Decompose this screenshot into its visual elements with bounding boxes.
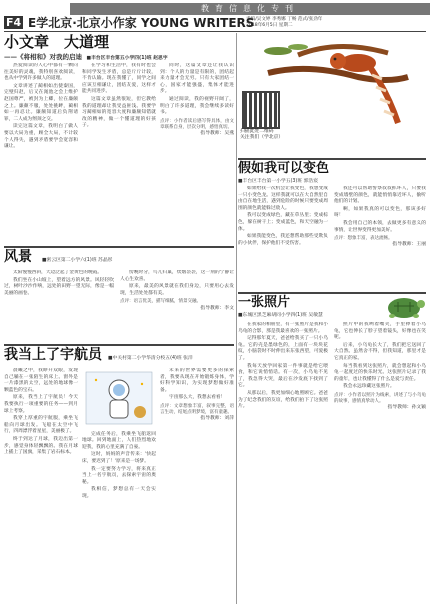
- paragraph: 我一定要努力学习，将来真正当上一名宇航员，去探索宇宙的奥秘。: [82, 466, 156, 485]
- article-column: [4, 270, 114, 342]
- article-byline: ■丰台区丰台第五小学四(1)班 赵思宇: [86, 56, 168, 61]
- article-note: 点评：文章想象丰富，叙事完整，语言生动，结尾点明梦境，富有童趣。: [160, 403, 234, 416]
- paragraph: 如果给我一次机会让我变色，我想变成一只小变色龙。这样我就可以在大自然里自由自在地生活，遇到危险的时候只要变成周围的颜色就能躲过敌人。: [238, 186, 328, 211]
- article-heading: 我当上了宇航员: [4, 347, 102, 363]
- paragraph: 我会用自己的本领，去做更多有意义的事情，让世界变得更加美好。: [334, 220, 426, 233]
- masthead-meta: [246, 17, 430, 29]
- article-note: 点评：小作者读后感写得具体，由文章联系自身，层次分明，感悟真切。: [160, 118, 234, 130]
- paragraph: 读完这篇文章，我明白了做人要以大局为重，顾全大局，不计较个人得失，遇到矛盾要学会宽容和谦让。: [4, 124, 78, 150]
- article-editor: 指导教师：李文: [200, 305, 234, 311]
- section-bar: [238, 158, 426, 160]
- article-byline: ■东城区黑芝麻胡同小学四(1)班 吴敏慧: [238, 313, 323, 318]
- article-byline: ■丰台区丰台第一小学五(3)班 郭浩宸: [238, 179, 319, 184]
- article-column: [82, 368, 156, 604]
- article-heading: 小文章 大道理: [4, 33, 110, 51]
- paragraph: 我穿上厚重的宇航服，乘坐飞船向月球出发。飞船在太空中飞行，四周漂浮着星星，美丽极了。: [4, 416, 78, 435]
- page-tag: F4: [6, 16, 22, 29]
- paragraph: 从那以后，我更加细心地照顾它。爸爸为了纪念我们的友谊，给我们拍下了这张照片。: [238, 390, 328, 410]
- article-editor: 指导教师：王丽: [392, 242, 426, 248]
- section-title: [28, 14, 254, 31]
- paragraph: 我可以变成绿色，藏在草丛里；变成棕色，躲在树干上；变成蓝色，和天空融为一体。: [238, 213, 328, 232]
- article-note: 点评：语言优美，描写细腻，情景交融。: [120, 299, 201, 305]
- article-heading: 假如我可以变色: [238, 161, 330, 176]
- article-column: [120, 270, 234, 342]
- astronaut-illustration: [82, 368, 156, 428]
- masthead-rule: [4, 31, 426, 32]
- paragraph: 同时，这篇文章还让我认识到：个人的力量是有限的，团结起来力量才会无穷。只有大家团结一心，国家才能强盛，集体才能进步。: [160, 63, 234, 95]
- article-column: [334, 322, 426, 604]
- article-heading: 风景: [4, 249, 32, 265]
- article-byline: ■密云区第二小学六(1)班 苏晶彤: [42, 258, 113, 263]
- paragraph: 如果我能变色，我还想帮助那些受欺负的小伙伴，保护他们不受伤害。: [238, 234, 328, 246]
- paragraph: 未来的世界需要更多的探索者，我要从现在开始锻炼身体，学好科学知识，为实现梦想做好准备。: [160, 368, 234, 393]
- article-column: [82, 63, 156, 241]
- paragraph: 我们坐在小山坡上，望着远方的风景。风轻轻吹过，树叶沙沙作响，远处的田野一望无际，像是一幅美丽的画卷。: [4, 277, 114, 296]
- article-editor: 指导教师：孙文颖: [387, 405, 426, 411]
- paragraph: 热爱阅读的人心中都有一颗向往美好的灵魂，我特别喜欢阅读，也从中学到许多做人的道理。: [4, 63, 78, 82]
- article-column: [4, 368, 78, 604]
- paragraph: 照片中的我咧着嘴笑，手里捧着小乌龟，它也伸长了脖子望着镜头，好像也在笑呢。: [334, 322, 426, 341]
- paragraph: 这篇文章虽然很短，但它教给我的道理却让我受益匪浅。我要学习蔺相如的宽容大度和廉颇知错就改的精神，做一个懂道理的好孩子。: [82, 96, 156, 129]
- article-heading: 一张照片: [238, 295, 291, 310]
- article-column: [160, 368, 234, 604]
- paragraph: 在我家的相册里，有一张照片是我和小乌龟的合影，那是我最喜欢的一张照片。: [238, 322, 328, 334]
- paragraph: 这时，妈妈的声音传来：'快起床，要迟到了！'原来是一场梦。: [82, 452, 156, 464]
- article-editor: 指导教师：吴燕: [200, 131, 234, 137]
- article-subheading: ——《将相和》对我的启迪 ■丰台区丰台第五小学四(1)班 赵思宇: [4, 53, 168, 61]
- editor-line: 责编/吴文婷 李秀娜 丁畅 范式/张劲年: [246, 17, 323, 22]
- paragraph: 终于到达了月球，我迈出第一步，感觉身体轻飘飘的。我在月球上插上了国旗，采集了岩石标本。: [4, 436, 78, 456]
- section-name: E学北京·北京小作家: [28, 16, 137, 30]
- section-bar: [4, 344, 234, 346]
- paragraph: 啊，如果我真的可以变色，那该多好呀！: [334, 206, 426, 219]
- paragraph: 我还可以帮助警察叔叔抓坏人，只要我变成墙壁的颜色，就能悄悄靠近坏人，偷听他们的计划。: [334, 186, 426, 205]
- article-editor: 指导教师：刘萍: [200, 416, 234, 422]
- article-2: [4, 246, 234, 342]
- paragraph: 傍晚时分，鸟儿归巢，炊烟袅袅，这一刻的宁静让人心生欢喜。: [120, 270, 234, 282]
- paragraph: 完成任务后，我乘坐飞船返回地球。回到地面上，人们热烈地欢迎我，我的心里充满了自豪。: [82, 431, 156, 450]
- article-column: [4, 63, 78, 241]
- article-1: [4, 33, 234, 243]
- top-banner: 教育信息化专刊: [70, 3, 430, 15]
- paragraph: 通过阅读，我的视野开阔了，明白了许多道理，我会继续多读好书。: [160, 96, 234, 116]
- paragraph: 我每天放学回家第一件事就是给它喂食，和它说悄悄话。有一次，小乌龟不见了，我急得大哭，最后在沙发底下找到了它。: [238, 363, 328, 389]
- article-column: [238, 186, 328, 290]
- paragraph: 我相信，梦想总有一天会实现。: [82, 487, 156, 499]
- article-note: 点评：小作者以照片为线索，讲述了与小乌龟的故事，感情真挚动人。: [334, 392, 426, 405]
- paragraph: 宇宙那么大，我想去看看！: [169, 395, 226, 401]
- turtle-illustration: [384, 288, 426, 322]
- illustration-panel: [238, 33, 426, 157]
- paragraph: 后来，小乌龟长大了，我们把它送回了大自然。虽然舍不得，但我知道，那里才是它真正的家。: [334, 342, 426, 361]
- article-byline: ■中关村第二小学华清分校五(4)班 张洋: [108, 356, 193, 361]
- article-3: [238, 158, 426, 290]
- article-note: 点评：想象丰富，表达流畅。: [334, 236, 393, 242]
- article-4: [238, 292, 426, 604]
- paragraph: 我会永远珍藏这张照片。: [343, 384, 395, 390]
- masthead: [0, 0, 430, 30]
- qr-caption: 扫描此处二维码 关注我们（学北京）: [240, 129, 284, 140]
- paragraph: 原来，我当上了宇航员！今天我要执行一项重要的任务——到月球上考察。: [4, 395, 78, 414]
- article-column: [238, 322, 328, 604]
- paragraph: 原来，最美的风景就在我们身边，只要用心去发现，生活处处都有美。: [120, 284, 234, 296]
- column-divider: [236, 33, 237, 604]
- qr-code[interactable]: [242, 91, 280, 129]
- paragraph: 在学习和生活中，我有时也会和同学发生矛盾，总是斤斤计较，不肯认输。现在我懂了，同学之间应该互相谦让，团结友爱，这样才能共同进步。: [82, 63, 156, 95]
- section-name-en: YOUNG WRITERS: [140, 16, 255, 30]
- paragraph: 文章讲述了蔺相如出使秦国，完璧归赵，后又在渑池之会上维护赵国尊严，被封为上卿，位在廉颇之上。廉颇不服，处处挑衅，蔺相如一再忍让。廉颇知道后负荆请罪，二人成为刎颈之交。: [4, 83, 78, 122]
- article-column: [334, 186, 426, 290]
- section-bar: [4, 246, 234, 248]
- date-line: 2018年6月5日 星期二: [246, 23, 293, 28]
- article-column: [160, 63, 234, 241]
- paragraph: 晨曦之中，我睁开双眼，发现自己躺在一张陌生的床上。窗外是一片漆黑的太空，远处的地球像一颗蓝色的宝石。: [4, 368, 78, 393]
- paragraph: 每当我看到这张照片，就会想起和小乌龟一起度过的快乐时光。这张照片记录了我的童年，也让我懂得了什么是爱与责任。: [334, 363, 426, 382]
- article-5: [4, 344, 234, 604]
- paragraph: 记得那年夏天，爸爸给我买了一只小乌龟。它的壳是墨绿色的，上面有一块块花纹，小脑袋时不时伸出来东张西望，可爱极了。: [238, 336, 328, 361]
- paragraph: 太阳慢慢西斜，天边泛起了金黄色的晚霞。: [13, 270, 103, 275]
